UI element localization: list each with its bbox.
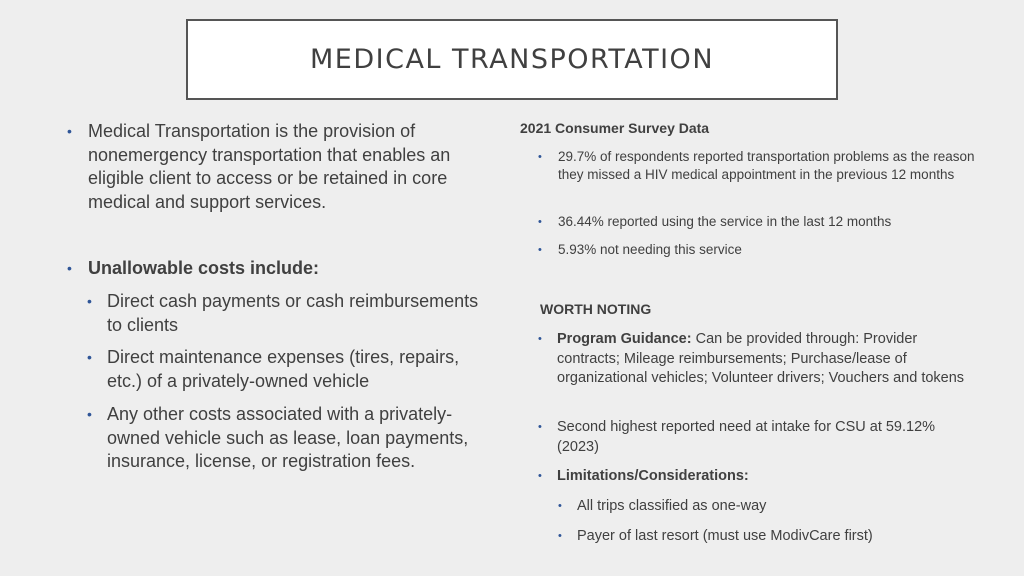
unallowable-item [87, 403, 497, 474]
bullet-icon: • [538, 151, 542, 163]
survey-item-text: 5.93% not needing this service [558, 242, 742, 257]
intake-need-text: Second highest reported need at intake for CSU at 59.12% (2023) [557, 419, 936, 455]
bullet-icon: • [538, 421, 542, 433]
bullet-icon: • [558, 530, 562, 542]
bullet-icon: • [538, 470, 542, 482]
program-guidance-label: Program Guidance: [557, 331, 692, 347]
limitations-item [558, 497, 978, 517]
bullet-icon: • [87, 349, 92, 365]
definition-text: Medical Transportation is the provision of nonemergency transportation that enables an eligible client to access or be retained in core medical and support services. [88, 121, 451, 212]
title-box [186, 19, 838, 100]
survey-heading: 2021 Consumer Survey Data [520, 120, 710, 136]
survey-item-text: 29.7% of respondents reported transportation problems as the reason they missed a HIV medical appointment in the previous 12 months [558, 149, 975, 182]
bullet-icon: • [538, 333, 542, 345]
survey-item-text: 36.44% reported using the service in the last 12 months [558, 214, 892, 229]
bullet-icon: • [67, 260, 72, 276]
limitations-bullet [538, 467, 978, 487]
bullet-icon: • [558, 500, 562, 512]
bullet-icon: • [538, 244, 542, 256]
worth-noting-heading: WORTH NOTING [540, 301, 652, 317]
limitations-item-text: Payer of last resort (must use ModivCare first) [577, 528, 873, 544]
unallowable-item-text: Direct cash payments or cash reimbursements to clients [107, 291, 479, 335]
bullet-icon: • [87, 406, 92, 422]
bullet-icon: • [87, 293, 92, 309]
unallowable-item [87, 346, 487, 393]
bullet-icon: • [538, 216, 542, 228]
unallowable-item [87, 290, 487, 337]
limitations-item-text: All trips classified as one-way [577, 498, 767, 514]
limitations-label: Limitations/Considerations: [557, 468, 749, 484]
survey-item [538, 241, 998, 259]
limitations-item [558, 527, 978, 547]
intake-need-bullet [538, 418, 978, 457]
unallowable-heading-bullet [67, 257, 487, 281]
definition-bullet [67, 120, 487, 214]
slide-title: MEDICAL TRANSPORTATION [309, 44, 715, 75]
program-guidance-bullet [538, 330, 978, 389]
program-guidance [538, 330, 978, 389]
unallowable-heading: Unallowable costs include: [88, 258, 320, 278]
unallowable-item-text: Direct maintenance expenses (tires, repairs, etc.) of a privately-owned vehicle [107, 347, 460, 391]
unallowable-item-text: Any other costs associated with a privately-owned vehicle such as lease, loan payments, insurance, license, or registration fees. [107, 404, 469, 471]
survey-item [538, 148, 998, 184]
survey-item [538, 213, 998, 231]
program-guidance-text: Can be provided through: Provider contracts; Mileage reimbursements; Purchase/lease of organizational vehicles; Volunteer drivers; Vouchers and tokens [557, 331, 965, 386]
bullet-icon: • [67, 123, 72, 139]
